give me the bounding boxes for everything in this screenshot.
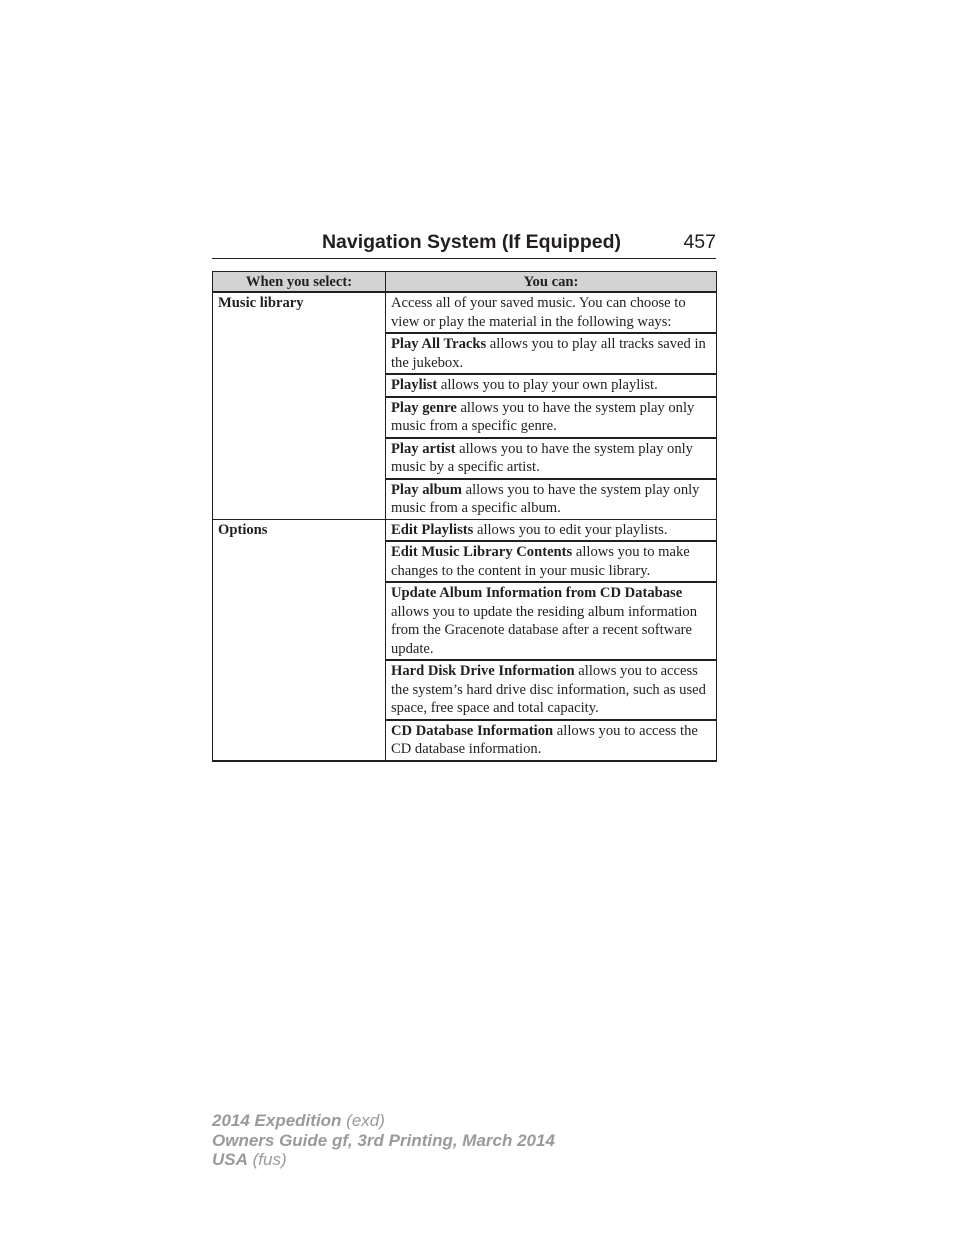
footer-line-guide <box>212 1131 555 1151</box>
cell-term: Update Album Information from CD Database <box>391 585 683 601</box>
cell-text: allows you to make changes to the content in your music library. <box>391 544 690 579</box>
cell-text: allows you to edit your playlists. <box>473 521 668 538</box>
page-header <box>212 228 716 259</box>
footer-model: 2014 Expedition <box>212 1111 342 1130</box>
page-footer <box>212 1111 555 1170</box>
table-cell <box>386 333 717 374</box>
cell-term: Hard Disk Drive Information <box>391 663 575 679</box>
cell-text: allows you to update the residing album information from the Gracenote database after a recent software update. <box>391 603 698 657</box>
table-cell <box>386 292 717 333</box>
table-cell <box>386 541 717 582</box>
table-cell <box>386 479 717 520</box>
cell-term: Play genre <box>391 399 457 416</box>
table-cell <box>386 720 717 761</box>
table-cell <box>386 374 717 397</box>
page-number: 457 <box>683 231 716 253</box>
selection-table <box>212 271 717 762</box>
footer-line-model <box>212 1111 555 1131</box>
table-cell <box>386 397 717 438</box>
cell-term: CD Database Information <box>391 722 554 739</box>
footer-guide: Owners Guide gf, 3rd Printing, March 2014 <box>212 1130 555 1150</box>
cell-text: allows you to play all tracks saved in the jukebox. <box>391 336 706 371</box>
table-cell <box>386 582 717 660</box>
cell-term: Play All Tracks <box>391 336 487 352</box>
cell-text: allows you to have the system play only music from a specific genre. <box>391 399 695 434</box>
table-cell <box>386 438 717 479</box>
cell-term: Play artist <box>391 440 456 457</box>
table-row <box>213 292 717 333</box>
cell-text: allows you to access the CD database information. <box>391 722 698 757</box>
cell-term: Play album <box>391 481 462 498</box>
cell-text: Access all of your saved music. You can choose to view or play the material in the following ways: <box>391 295 686 330</box>
cell-term: Playlist <box>391 377 438 393</box>
table-header-row <box>213 272 717 293</box>
page-title: Navigation System (If Equipped) <box>321 231 621 253</box>
row-label-options: Options <box>213 519 386 761</box>
cell-text: allows you to have the system play only music by a specific artist. <box>391 440 693 475</box>
footer-market: USA <box>212 1150 248 1169</box>
table-cell <box>386 519 717 541</box>
column-header-you-can: You can: <box>386 272 717 293</box>
cell-text: allows you to access the system’s hard drive disc information, such as used space, free space and total capacity. <box>391 663 706 716</box>
cell-text: allows you to play your own playlist. <box>437 377 658 393</box>
row-label-music-library: Music library <box>213 292 386 519</box>
cell-term: Edit Playlists <box>391 521 474 538</box>
column-header-when-you-select: When you select: <box>213 272 386 293</box>
footer-market-code: (fus) <box>247 1150 287 1169</box>
footer-model-code: (exd) <box>341 1111 385 1130</box>
table-row <box>213 519 717 541</box>
table-cell <box>386 660 717 720</box>
table-body <box>213 292 717 761</box>
footer-line-market <box>212 1150 555 1170</box>
cell-text: allows you to have the system play only music from a specific album. <box>391 481 700 516</box>
cell-term: Edit Music Library Contents <box>391 544 573 560</box>
